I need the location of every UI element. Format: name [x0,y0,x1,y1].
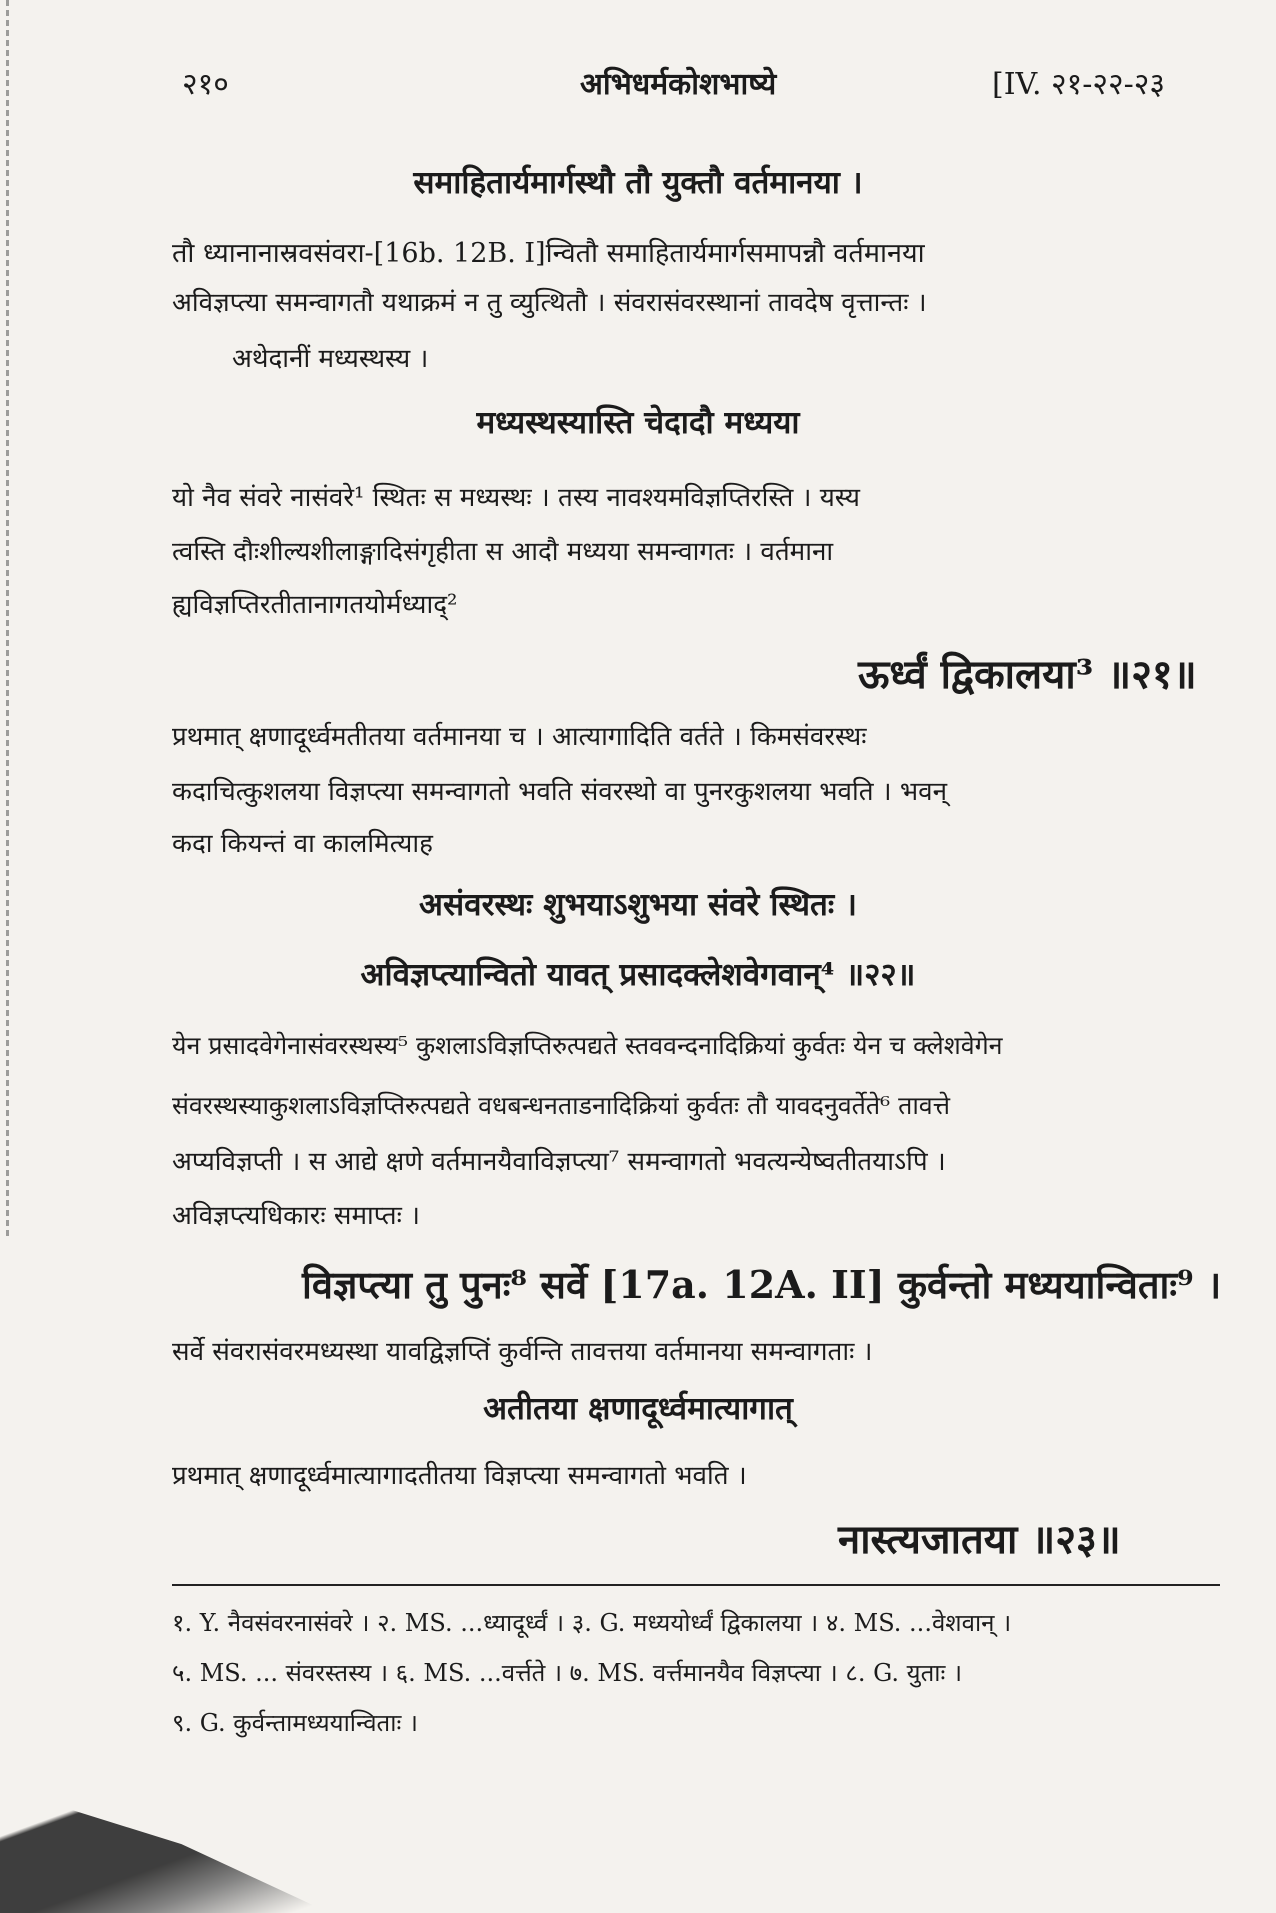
page-number: २१० [182,67,229,102]
verse-line: अतीतया क्षणादूर्ध्वमात्यागात् [483,1391,793,1427]
prose-line: अथेदानीं मध्यस्थस्य । [232,344,429,374]
footnote-line: ९. G. कुर्वन्तामध्ययान्विताः । [172,1709,419,1737]
footnote-rule [172,1584,1220,1586]
verse-line: असंवरस्थः शुभयाऽशुभया संवरे स्थितः । [419,887,857,923]
prose-line: त्वस्ति दौःशील्यशीलाङ्गादिसंगृहीता स आदौ मध्यया समन्वागतः । वर्तमाना [172,537,834,567]
prose-line: संवरस्थस्याकुशलाऽविज्ञप्तिरुत्पद्यते वधबन्धनताडनादिक्रियां कुर्वतः तौ यावदनुवर्तेते⁶ तावत्ते [172,1091,950,1120]
verse-line: ऊर्ध्वं द्विकालया³ ॥२१॥ [858,651,1197,698]
prose-line: येन प्रसादवेगेनासंवरस्थस्य⁵ कुशलाऽविज्ञप्तिरुत्पद्यते स्तववन्दनादिक्रियां कुर्वतः येन च क्लेशवेगेन [172,1031,1003,1060]
prose-line: प्रथमात् क्षणादूर्ध्वमात्यागादतीतया विज्ञप्त्या समन्वागतो भवति । [172,1461,747,1491]
verse-line: मध्यस्थस्यास्ति चेदादौ मध्यया [476,405,800,441]
prose-line: कदाचित्कुशलया विज्ञप्त्या समन्वागतो भवति संवरस्थो वा पुनरकुशलया भवति । भवन् [172,777,948,807]
prose-line: सर्वे संवरासंवरमध्यस्था यावद्विज्ञप्तिं कुर्वन्ति तावत्तया वर्तमानया समन्वागताः । [172,1337,873,1367]
prose-line: कदा कियन्तं वा कालमित्याह [172,829,433,859]
prose-line: अविज्ञप्त्यधिकारः समाप्तः । [172,1201,420,1231]
footnote-line: १. Y. नैवसंवरनासंवरे । २. MS. ...ध्यादूर्ध्वं । ३. G. मध्ययोर्ध्वं द्विकालया । ४. MS. ...वेशवान् । [172,1609,1012,1637]
prose-line: ह्यविज्ञप्तिरतीतानागतयोर्मध्याद्² [172,590,458,620]
prose-line: तौ ध्यानानास्रवसंवरा-[16b. 12B. I]न्वितौ समाहितार्यमार्गसमापन्नौ वर्तमानया [172,238,925,269]
scan-smudge [0,1760,330,1913]
verse-line: अविज्ञप्त्यान्वितो यावत् प्रसादक्लेशवेगवान्⁴ ॥२२॥ [360,957,916,993]
prose-line: प्रथमात् क्षणादूर्ध्वमतीतया वर्तमानया च । आत्यागादिति वर्तते । किमसंवरस्थः [172,722,867,752]
verse-reference: [IV. २१-२२-२३ [992,67,1165,102]
verse-line: विज्ञप्त्या तु पुनः⁸ सर्वे [17a. 12A. II] कुर्वन्तो मध्ययान्विताः⁹ । [302,1262,1222,1307]
prose-line: अप्यविज्ञप्ती । स आद्ये क्षणे वर्तमानयैवाविज्ञप्त्या⁷ समन्वागतो भवत्यन्येष्वतीतयाऽपि । [172,1147,946,1177]
verse-line: नास्त्यजातया ॥२३॥ [838,1516,1121,1563]
verse-line: समाहितार्यमार्गस्थौ तौ युक्तौ वर्तमानया । [413,165,863,201]
prose-line: यो नैव संवरे नासंवरे¹ स्थितः स मध्यस्थः । तस्य नावश्यमविज्ञप्तिरस्ति । यस्य [172,483,860,513]
running-title: अभिधर्मकोशभाष्ये [580,67,777,102]
footnote-line: ५. MS. ... संवरस्तस्य । ६. MS. ...वर्त्तते । ७. MS. वर्त्तमानयैव विज्ञप्त्या । ८. G. युताः । [172,1659,963,1687]
prose-line: अविज्ञप्त्या समन्वागतौ यथाक्रमं न तु व्युत्थितौ । संवरासंवरस्थानां तावदेष वृत्तान्तः । [172,288,927,318]
